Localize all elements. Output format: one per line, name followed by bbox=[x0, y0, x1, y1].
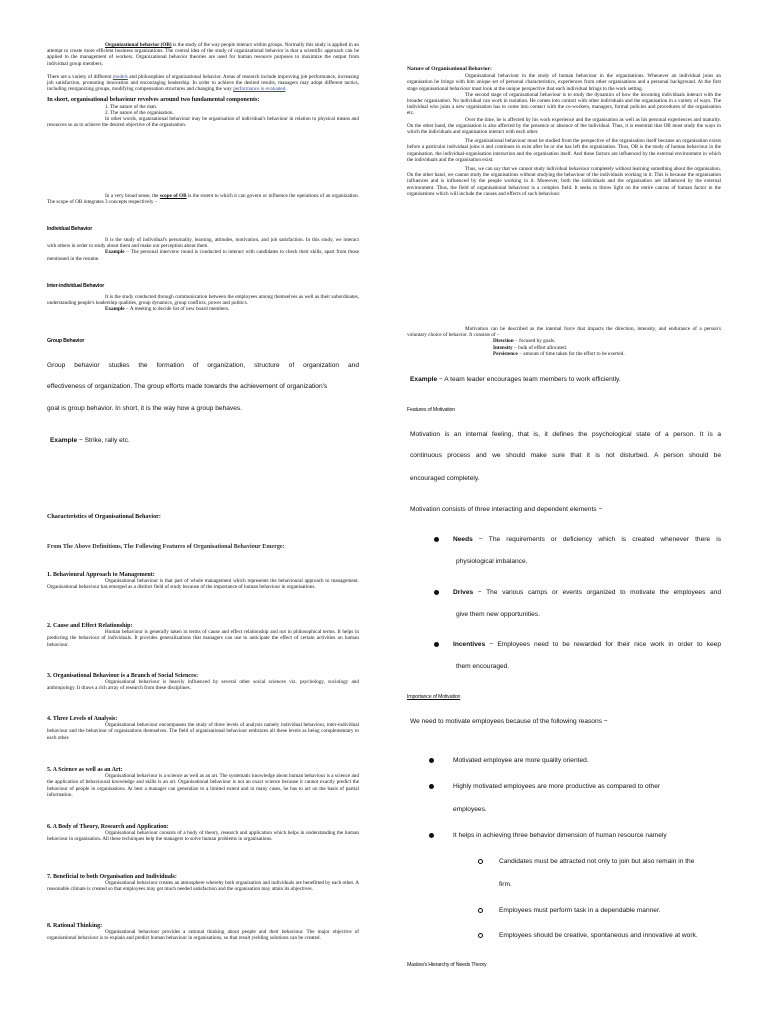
sub-bullet-2-icon bbox=[478, 908, 483, 913]
motivation-definition: Motivation can be described as the internal force that impacts the direction, intensity, and endurance of a person's voluntary choice of behavior. It consists of − Direction − focused by goals. Intensity − bulk of effort allocated. Persistence − amount of time taken for the effort to be exerted. bbox=[407, 326, 721, 357]
nature-p3: Over the time, he is affected by his work experience and the organisation as well as his personal experiences and maturity. On the other hand, the organisation is also affected by the presence or absence of the individual. Thus, it is essential that OB must study the ways in which the individuals and organisation interact with each other. bbox=[407, 116, 721, 136]
drives-line-2: give them new opportunities. bbox=[456, 611, 540, 618]
feature-6: 6. A Body of Theory, Research and Application: Organisational behaviour consists of a body of theory, research and application which helps in understanding the human behaviour in organisation. All these techniques help the managers to solve human problems in organisations. bbox=[47, 824, 359, 843]
incentives-bullet-icon bbox=[434, 642, 439, 647]
individual-behavior-heading: Individual Behavior bbox=[47, 226, 93, 232]
components-text: In other words, organisational behaviour may be organisation of individual's behaviour in relation to physical means and resources so as to achieve the desired objective of the organisation. bbox=[47, 116, 359, 129]
characteristics-subheading: From The Above Definitions, The Following Features of Organisational Behaviour Emerge: bbox=[47, 544, 285, 550]
component-item-2: 2. The nature of the organisation. bbox=[105, 109, 174, 116]
importance-bullet-1: Motivated employee are more quality oriented. bbox=[453, 757, 589, 764]
sub-bullet-1-icon bbox=[478, 859, 483, 864]
needs-line-1: Needs − The requirements or deficiency which is created whenever there is bbox=[453, 536, 721, 543]
group-example: Example − Strike, rally etc. bbox=[50, 437, 130, 444]
drives-bullet-icon bbox=[434, 590, 439, 595]
characteristics-heading: Characteristics of Organisational Behavior: bbox=[47, 514, 161, 520]
needs-line-2: physiological imbalance. bbox=[456, 558, 528, 565]
nature-p5: Thus, we can say that we cannot study individual behaviour completely without learning something about the organisation. On the other hand, we cannot study the organisations without studying the behaviour of the individuals working in it. This is because the organisation influences and is influenced by the people working in it. Moreover, both the individuals and the organisation are influenced by the external environment. Thus, the field of organisational behaviour is a complex field. It seeks to throw light on the entire canvas of human factor in the organisations which will include the causes and effects of such behaviour. bbox=[407, 166, 721, 197]
maslow-heading: Maslow's Hierarchy of Needs Theory bbox=[407, 962, 487, 968]
ob-term: Organizational behavior (OB) bbox=[105, 42, 172, 48]
group-line-3: goal is group behavior. In short, it is the way how a group behaves. bbox=[47, 405, 242, 412]
sub-bullet-2: Employees must perform task in a dependable manner. bbox=[499, 907, 661, 914]
sub-bullet-3-icon bbox=[478, 933, 483, 938]
features-line-1: Motivation is an internal feeling, that is, it defines the psychological state of a person. It is a bbox=[410, 431, 721, 438]
group-line-2: effectiveness of organization. The group efforts made towards the achievement of organization's bbox=[47, 383, 328, 390]
intro-paragraph: Organizational behavior (OB) is the study of the way people interact within groups. Normally this study is applied in an attempt to create more efficient business organizations. The central idea of the study of organizational behavior is that a scientific approach can be applied to the management of workers. Organizational behavior theories are used for human resource purposes to maximize the output from individual group members. bbox=[47, 42, 359, 67]
nature-heading: Nature of Organisational Behavior: bbox=[407, 66, 492, 72]
models-link[interactable]: models bbox=[112, 73, 128, 80]
feature-8: 8. Rational Thinking: Organisational behaviour provides a rational thinking about people and their behaviour. The major objective of organisational behaviour is to explain and predict human behaviour in organisations, so that result yielding solutions can be created. bbox=[47, 923, 359, 942]
scope-term: scope of OB bbox=[159, 193, 187, 199]
group-behavior-heading: Group Behavior bbox=[47, 338, 85, 344]
feature-7: 7. Beneficial to both Organisation and Individuals: Organisational behaviour creates an atmosphere whereby both organisation and individuals are benefitted by each other. A reasonable climate is created so that employees may get much needed satisfaction and the organisation may attain its objectives. bbox=[47, 874, 359, 893]
nature-p4: The organisational behaviour must be studied from the perspective of the organisation itself because an organisation exists before a particular individual joins it and continues to exist after he or she has left the organisation. Thus, OB is the study of human behaviour in the organisation, the individual-organisation interaction and the organisation itself. And these factors are influenced by the external environment in which the individuals and the organisation exist. bbox=[407, 138, 721, 163]
importance-bullet-2-icon bbox=[429, 784, 434, 789]
incentives-line-1: Incentives − Employees need to be rewarded for their nice work in order to keep bbox=[453, 641, 721, 648]
importance-bullet-2-line-1: Highly motivated employees are more productive as compared to other bbox=[453, 783, 661, 790]
sub-bullet-1-line-1: Candidates must be attracted not only to join but also remain in the bbox=[499, 858, 695, 865]
performance-evaluated-link[interactable]: performance is evaluated bbox=[233, 86, 286, 93]
nature-p1: Organisational behaviour in the study of human behaviour in the organisations. Whenever an individual joins an organisation he brings with him unique set of personal characteristics, experiences from other organisations and a personal background. At the first stage organisational behaviour must look at the unique perspective that each individual brings to the work setting. bbox=[407, 73, 721, 92]
motivation-example: Example − A team leader encourages team members to work efficiently. bbox=[410, 376, 621, 383]
models-paragraph: There are a variety of different models and philosophies of organizational behavior. Areas of research include improving job performance, increasing job satisfaction, promoting innovation and encouraging leadership. In order to achieve the desired results, managers may adopt different tactics, including reorganizing groups, modifying compensation structures and changing the way performance is evaluated. bbox=[47, 73, 359, 93]
feature-3: 3. Organisational Behaviour is a Branch of Social Sciences: Organisational behaviour is heavily influenced by several other social sciences viz. psychology, sociology and anthropology. It draws a rich array of research from these disciplines. bbox=[47, 673, 359, 692]
importance-bullet-3-icon bbox=[429, 833, 434, 838]
sub-bullet-3: Employees should be creative, spontaneous and innovative at work. bbox=[499, 932, 698, 939]
scope-paragraph: In a very broad sense, the scope of OB is the extent to which it can govern or influence the operations of an organization. The scope of OB integrates 3 concepts respectively − bbox=[47, 193, 359, 206]
incentives-line-2: them encouraged. bbox=[456, 663, 510, 670]
importance-bullet-3: It helps in achieving three behavior dimension of human resource namely bbox=[453, 832, 667, 839]
feature-1: 1. Behavioural Approach to Management: Organisational behaviour is that part of whole management which represents the behavioural approach to management. Organisational behaviour has emerged as a distinct field of study because of the importance of human behaviour in organisations. bbox=[47, 572, 359, 591]
importance-intro: We need to motivate employees because of the following reasons − bbox=[410, 718, 608, 725]
features-of-motivation-heading: Features of Motivation bbox=[407, 407, 456, 413]
feature-4: 4. Three Levels of Analysis: Organisational behaviour encompasses the study of three levels of analysis namely individual behaviour, inter-individual behaviour and the behaviour of organisations themselves. The field of organisational behaviour embraces all these levels as being complementary to each other. bbox=[47, 716, 359, 741]
importance-heading: Importance of Motivation bbox=[407, 694, 461, 700]
features-line-3: encouraged completely. bbox=[410, 475, 480, 482]
group-line-1: Group behavior studies the formation of organization, structure of organization and bbox=[47, 362, 359, 369]
left-column bbox=[47, 42, 359, 128]
individual-behavior-text: It is the study of individual's personality, learning, attitudes, motivation, and job satisfaction. In this study, we interact with others in order to study about them and make our perception about them. Example − The personal interview round is conducted to interact with candidates to check their skills, apart from those mentioned in the resume. bbox=[47, 237, 359, 262]
sub-bullet-1-line-2: firm. bbox=[499, 881, 512, 888]
feature-2: 2. Cause and Effect Relationship: Human behaviour is generally taken in terms of cause and effect relationship and not in philosophical terms. It helps in predicting the behaviour of individuals. It provides generalizations that managers can use to anticipate the effect of certain activities on human behaviour. bbox=[47, 623, 359, 648]
nature-p2: The second stage of organisational behaviour is to study the dynamics of how the incoming individuals interact with the broader organisation. No individual can work in isolation. He comes into contact with other individuals and the organisation in a variety of ways. The individual who joins a new organisation has to come into contact with the co-workers, managers, formal policies and procedures of the organisation etc. bbox=[407, 91, 721, 117]
inter-individual-heading: Inter-individual Behavior bbox=[47, 283, 105, 289]
component-item-1: 1. The nature of the man. bbox=[105, 103, 158, 110]
feature-5: 5. A Science as well as an Art: Organisational behaviour is a science as well as an art. The systematic knowledge about human behaviour is a science and the application of behavioural knowledge and skills is an art. Organisational behaviour is not an exact science because it cannot exactly predict the behaviour of people in organisations. At best a manager can generalize to a limited extent and in many cases, he has to act on the basis of partial information. bbox=[47, 767, 359, 798]
nature-section bbox=[407, 66, 721, 197]
importance-bullet-2-line-2: employees. bbox=[453, 806, 487, 813]
motivation-consists: Motivation consists of three interacting and dependent elements − bbox=[410, 506, 603, 513]
inter-individual-text: It is the study conducted through communication between the employees among themselves as well as their subordinates, understanding people's leadership qualities, group dynamics, group conflicts, power and politics. Example − A meeting to decide list of new board members. bbox=[47, 294, 359, 313]
importance-bullet-1-icon bbox=[429, 758, 434, 763]
needs-bullet-icon bbox=[434, 537, 439, 542]
drives-line-1: Drives − The various camps or events organized to motivate the employees and bbox=[453, 589, 721, 596]
components-heading: In short, organisational behaviour revolves around two fundamental components: bbox=[47, 97, 260, 104]
features-line-2: continuous process and we should make sure that it is not disturbed. A person should be bbox=[410, 452, 721, 459]
